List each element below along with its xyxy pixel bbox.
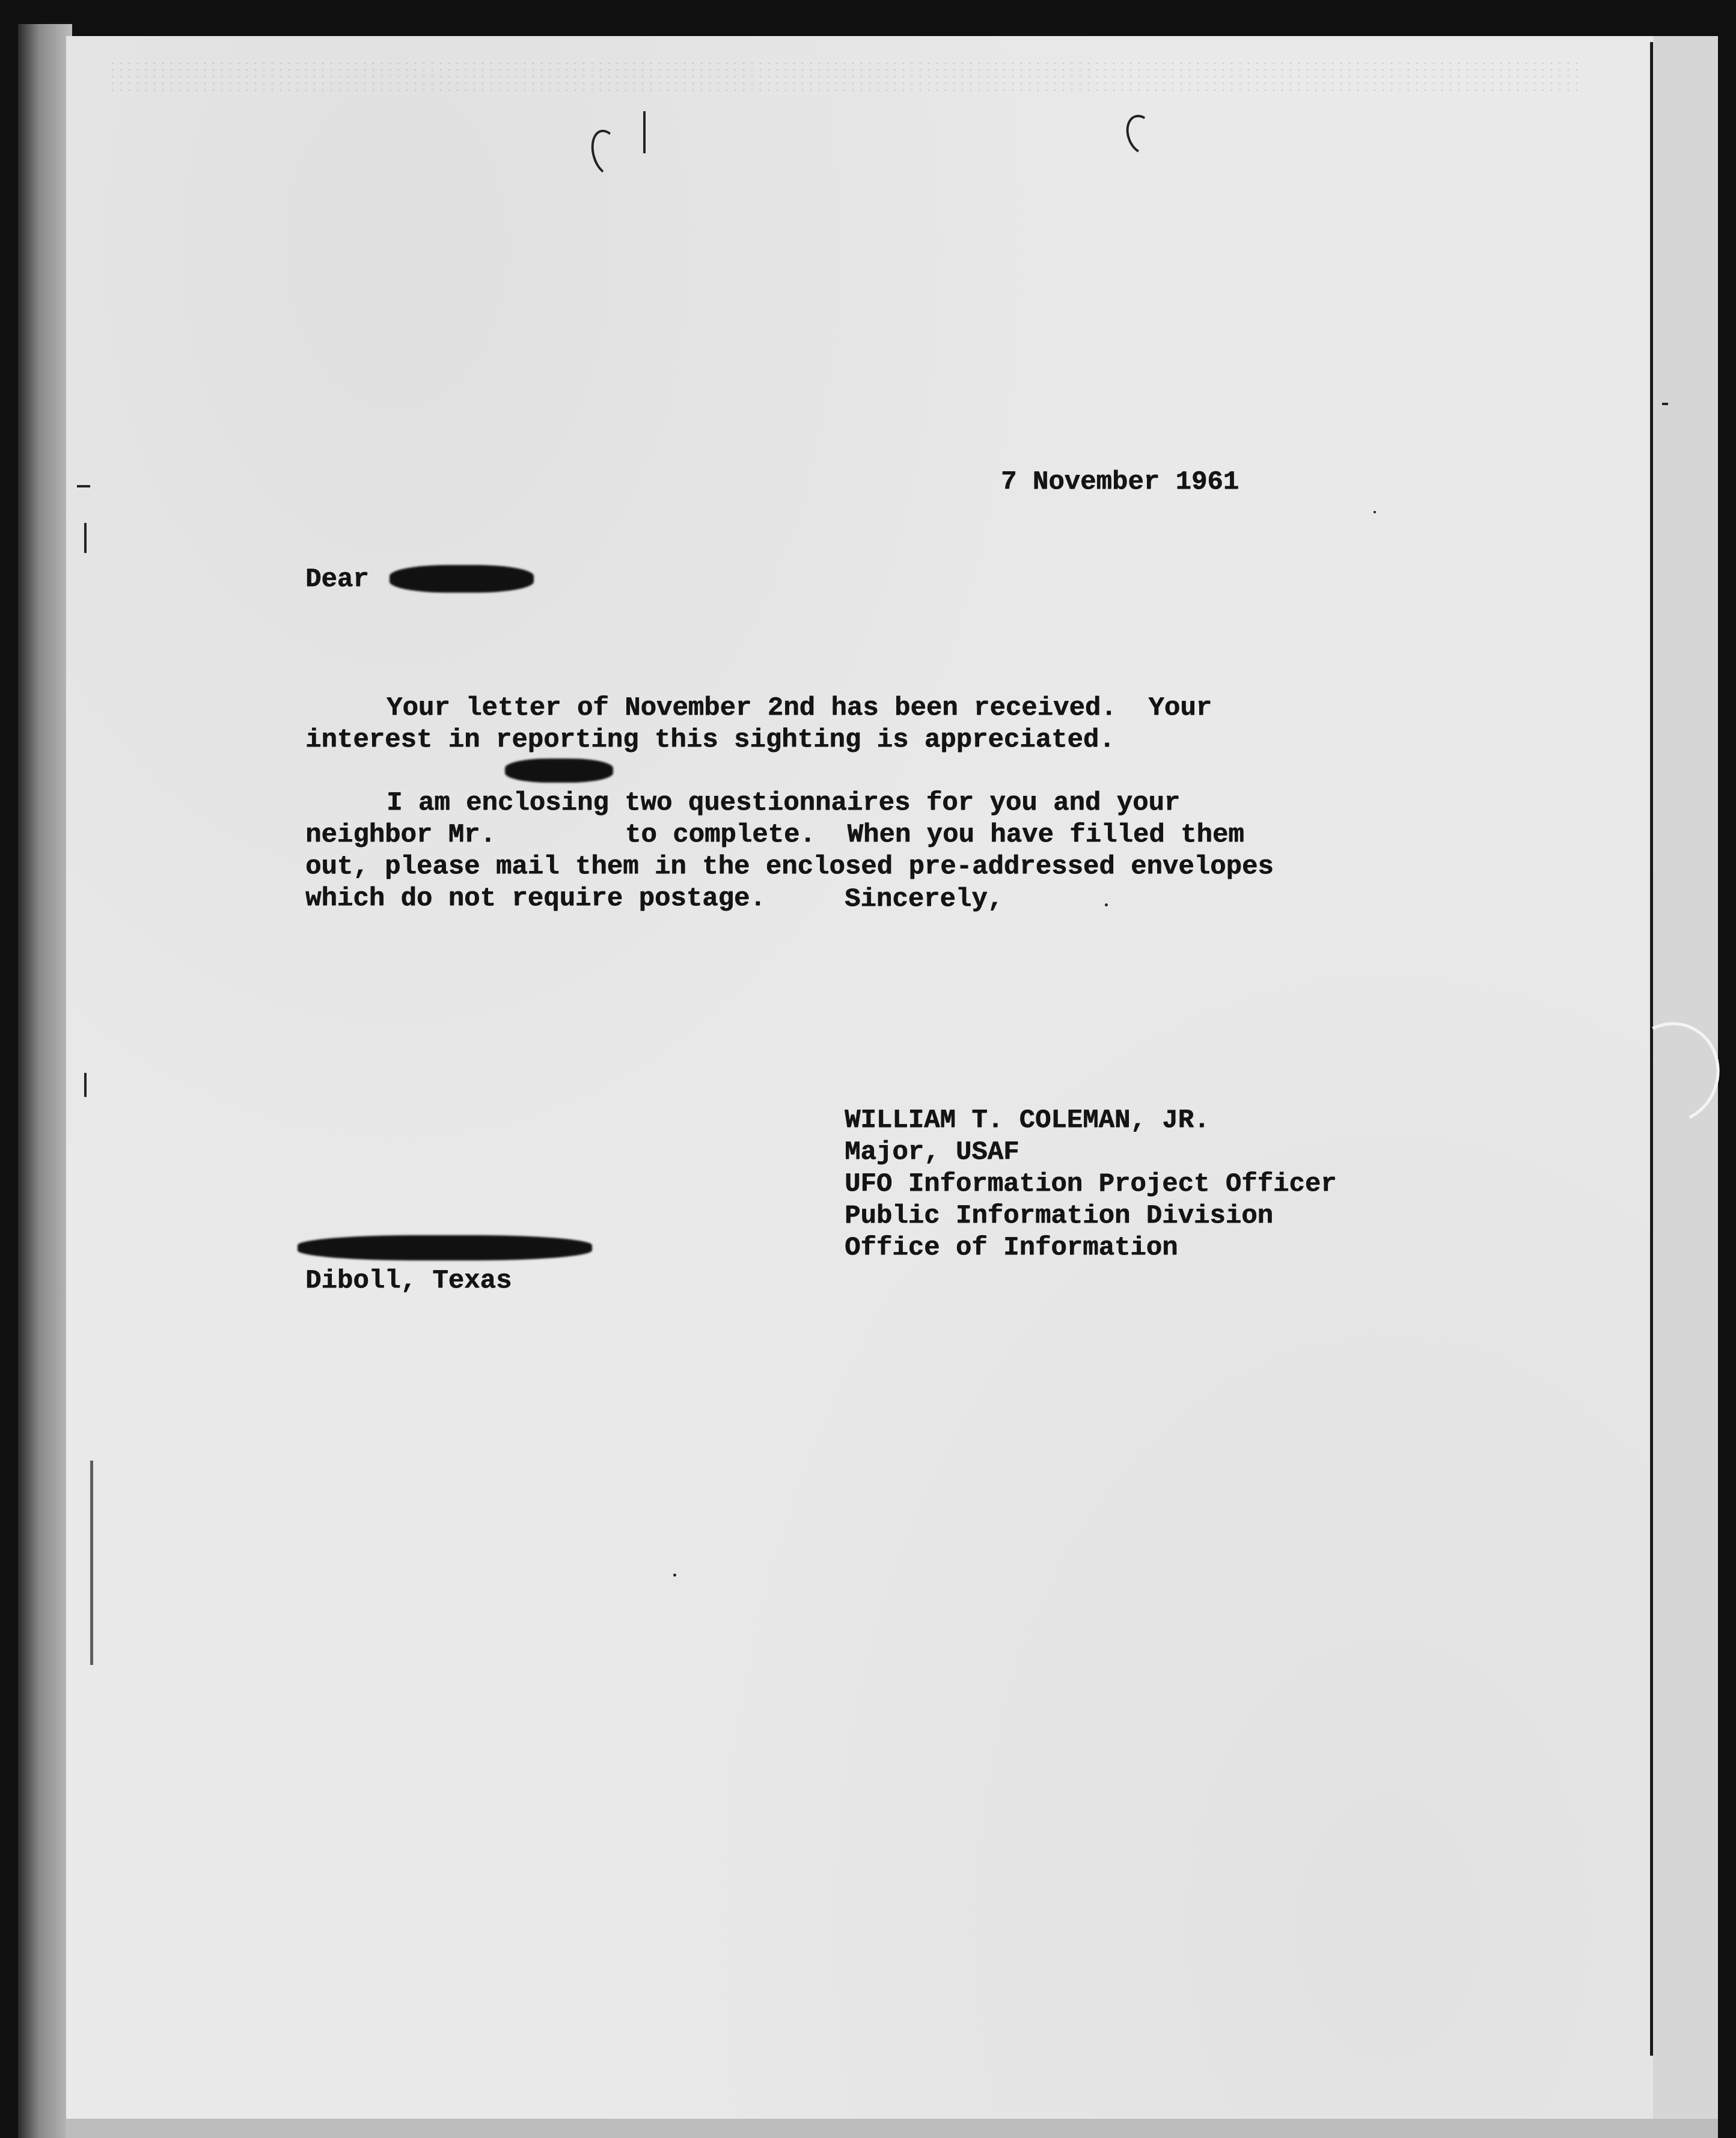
- signature-rank: Major, USAF: [845, 1137, 1019, 1167]
- paragraph-1-line-1: Your letter of November 2nd has been received. Your: [387, 693, 1212, 723]
- scanner-bottom-margin: [66, 2119, 1718, 2138]
- scanner-left-margin: [18, 24, 72, 2138]
- signature-division: Public Information Division: [845, 1201, 1273, 1231]
- left-margin-tick: [90, 1461, 93, 1665]
- signature-office: Office of Information: [845, 1233, 1178, 1263]
- signature-name: WILLIAM T. COLEMAN, JR.: [845, 1105, 1210, 1135]
- stray-speck: [1105, 903, 1108, 906]
- paragraph-2: [305, 724, 1274, 979]
- top-scan-noise: [108, 60, 1581, 96]
- paragraph-2-line-2-rest: to complete. When you have filled them: [625, 820, 1244, 850]
- signature-block: [845, 1041, 1337, 1328]
- paragraph-2-line-1: I am enclosing two questionnaires for you and your: [387, 788, 1181, 818]
- paragraph-2-line-3: out, please mail them in the enclosed pre-addressed envelopes: [305, 852, 1274, 882]
- left-margin-tick: [77, 485, 90, 487]
- redacted-recipient-name: [390, 565, 534, 593]
- left-margin-tick: [84, 523, 87, 553]
- recipient-location: Diboll, Texas: [305, 1266, 512, 1296]
- redacted-recipient-address: [298, 1235, 592, 1260]
- stray-speck: [673, 1574, 676, 1577]
- salutation: Dear: [305, 564, 369, 594]
- closing: Sincerely,: [845, 884, 1004, 914]
- top-bracket-stroke: [643, 111, 646, 153]
- letter-date: 7 November 1961: [1001, 467, 1239, 497]
- stray-speck: [1374, 511, 1376, 513]
- left-margin-tick: [84, 1073, 87, 1097]
- redacted-neighbor-name: [505, 759, 613, 783]
- paragraph-2-line-2: [305, 819, 1274, 851]
- signature-title: UFO Information Project Officer: [845, 1169, 1337, 1199]
- paragraph-1-line-2: interest in reporting this sighting is appreciated.: [305, 725, 1115, 755]
- paragraph-2-neighbor-prefix: neighbor Mr.: [305, 820, 496, 850]
- right-margin-dot: [1662, 403, 1668, 405]
- paragraph-2-line-4: which do not require postage.: [305, 884, 766, 914]
